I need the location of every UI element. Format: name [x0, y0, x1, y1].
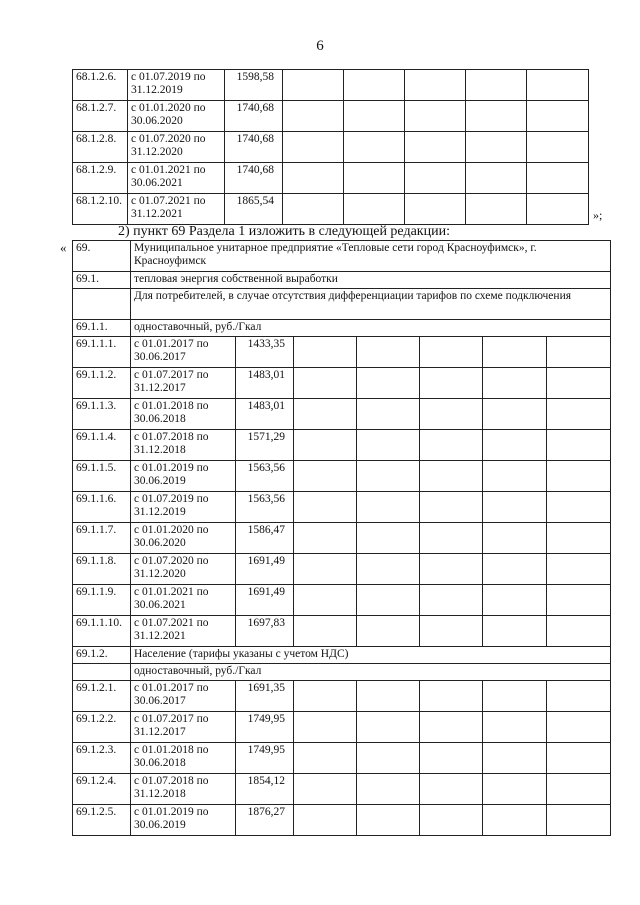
- period-cell: с 01.01.2020 по 30.06.2020: [131, 523, 236, 554]
- empty-cell: [547, 585, 611, 616]
- empty-cell: [294, 461, 357, 492]
- row-number: 69.1.2.: [73, 647, 131, 664]
- tariff-row: [73, 523, 611, 554]
- empty-cell: [483, 616, 547, 647]
- closing-quote-mark: »;: [593, 208, 603, 222]
- empty-cell: [357, 585, 420, 616]
- tariff-row: [73, 430, 611, 461]
- empty-cell: [357, 523, 420, 554]
- tariff-row: [73, 492, 611, 523]
- period-cell: с 01.01.2021 по 30.06.2021: [128, 163, 225, 194]
- empty-cell: [483, 430, 547, 461]
- period-cell: с 01.07.2018 по 31.12.2018: [131, 774, 236, 805]
- empty-cell: [420, 523, 483, 554]
- period-cell: с 01.01.2017 по 30.06.2017: [131, 681, 236, 712]
- tariff-row: [73, 743, 611, 774]
- tariff-row: [73, 616, 611, 647]
- empty-cell: [547, 554, 611, 585]
- empty-cell: [483, 461, 547, 492]
- empty-cell: [466, 163, 527, 194]
- empty-cell: [547, 523, 611, 554]
- row-number: 69.1.2.5.: [73, 805, 131, 836]
- tariff-table-68: [72, 69, 589, 225]
- subsection-row: [73, 320, 611, 337]
- tariff-value: 1691,49: [236, 554, 294, 585]
- empty-cell: [357, 492, 420, 523]
- empty-cell: [547, 616, 611, 647]
- page-number: 6: [316, 38, 324, 54]
- tariff-value: 1697,83: [236, 616, 294, 647]
- empty-cell: [294, 743, 357, 774]
- tariff-value: 1691,35: [236, 681, 294, 712]
- empty-cell: [357, 430, 420, 461]
- tariff-row: [73, 399, 611, 430]
- row-number: 69.1.1.10.: [73, 616, 131, 647]
- row-number: 69.1.1.8.: [73, 554, 131, 585]
- tariff-value: 1433,35: [236, 337, 294, 368]
- period-cell: с 01.07.2017 по 31.12.2017: [131, 712, 236, 743]
- tariff-value: 1749,95: [236, 712, 294, 743]
- empty-cell: [547, 368, 611, 399]
- row-number: 68.1.2.9.: [73, 163, 128, 194]
- empty-cell: [483, 523, 547, 554]
- empty-cell: [344, 194, 405, 225]
- empty-cell: [294, 430, 357, 461]
- empty-cell: [420, 681, 483, 712]
- empty-cell: [73, 664, 131, 681]
- empty-cell: [420, 368, 483, 399]
- empty-cell: [344, 163, 405, 194]
- row-number: 69.1.2.2.: [73, 712, 131, 743]
- row-number: 68.1.2.8.: [73, 132, 128, 163]
- tariff-value: 1571,29: [236, 430, 294, 461]
- tariff-value: 1586,47: [236, 523, 294, 554]
- row-number: 69.1.2.4.: [73, 774, 131, 805]
- empty-cell: [357, 616, 420, 647]
- tariff-row: [73, 101, 589, 132]
- tariff-row: [73, 585, 611, 616]
- empty-cell: [357, 337, 420, 368]
- tariff-value: 1691,49: [236, 585, 294, 616]
- row-number: 68.1.2.7.: [73, 101, 128, 132]
- row-number: 69.1.1.1.: [73, 337, 131, 368]
- tariff-row: [73, 70, 589, 101]
- period-cell: с 01.07.2019 по 31.12.2019: [128, 70, 225, 101]
- row-number: 68.1.2.10.: [73, 194, 128, 225]
- tariff-value: 1563,56: [236, 492, 294, 523]
- empty-cell: [405, 163, 466, 194]
- empty-cell: [420, 399, 483, 430]
- empty-cell: [294, 681, 357, 712]
- subsection-unit-row: [73, 664, 611, 681]
- tariff-row: [73, 132, 589, 163]
- period-cell: с 01.07.2018 по 31.12.2018: [131, 430, 236, 461]
- tariff-row: [73, 461, 611, 492]
- empty-cell: [420, 743, 483, 774]
- tariff-row: [73, 554, 611, 585]
- row-number: 69.1.1.6.: [73, 492, 131, 523]
- period-cell: с 01.07.2017 по 31.12.2017: [131, 368, 236, 399]
- period-cell: с 01.01.2018 по 30.06.2018: [131, 743, 236, 774]
- empty-cell: [420, 337, 483, 368]
- row-number: 69.1.1.: [73, 320, 131, 337]
- empty-cell: [420, 554, 483, 585]
- tariff-row: [73, 368, 611, 399]
- empty-cell: [357, 399, 420, 430]
- tariff-row: [73, 194, 589, 225]
- empty-cell: [405, 70, 466, 101]
- empty-cell: [547, 399, 611, 430]
- org-row: [73, 241, 611, 272]
- empty-cell: [527, 70, 589, 101]
- opening-quote-mark: «: [60, 240, 67, 255]
- tariff-value: 1563,56: [236, 461, 294, 492]
- empty-cell: [547, 492, 611, 523]
- empty-cell: [420, 805, 483, 836]
- empty-cell: [294, 585, 357, 616]
- empty-cell: [294, 337, 357, 368]
- empty-cell: [405, 132, 466, 163]
- period-cell: с 01.07.2021 по 31.12.2021: [131, 616, 236, 647]
- tariff-value: 1598,58: [225, 70, 283, 101]
- empty-cell: [420, 774, 483, 805]
- empty-cell: [357, 681, 420, 712]
- empty-cell: [527, 194, 589, 225]
- empty-cell: [344, 101, 405, 132]
- empty-cell: [547, 461, 611, 492]
- empty-cell: [283, 101, 344, 132]
- empty-cell: [294, 554, 357, 585]
- amendment-instruction: 2) пункт 69 Раздела 1 изложить в следующей редакции:: [118, 224, 450, 239]
- period-cell: с 01.01.2019 по 30.06.2019: [131, 805, 236, 836]
- period-cell: с 01.07.2020 по 31.12.2020: [128, 132, 225, 163]
- empty-cell: [466, 70, 527, 101]
- period-cell: с 01.01.2017 по 30.06.2017: [131, 337, 236, 368]
- empty-cell: [294, 492, 357, 523]
- empty-cell: [420, 585, 483, 616]
- row-number: 69.1.1.3.: [73, 399, 131, 430]
- empty-cell: [357, 774, 420, 805]
- tariff-value: 1749,95: [236, 743, 294, 774]
- section-title: тепловая энергия собственной выработки: [131, 272, 611, 289]
- tariff-value: 1865,54: [225, 194, 283, 225]
- empty-cell: [466, 101, 527, 132]
- tariff-row: [73, 681, 611, 712]
- empty-cell: [283, 194, 344, 225]
- empty-cell: [405, 101, 466, 132]
- empty-cell: [294, 399, 357, 430]
- empty-cell: [547, 681, 611, 712]
- empty-cell: [344, 132, 405, 163]
- empty-cell: [420, 461, 483, 492]
- tariff-value: 1740,68: [225, 132, 283, 163]
- empty-cell: [547, 805, 611, 836]
- empty-cell: [547, 337, 611, 368]
- row-number: 69.: [73, 241, 131, 272]
- empty-cell: [547, 430, 611, 461]
- empty-cell: [483, 554, 547, 585]
- section-row: [73, 272, 611, 289]
- period-cell: с 01.07.2020 по 31.12.2020: [131, 554, 236, 585]
- note-row: [73, 289, 611, 320]
- period-cell: с 01.01.2018 по 30.06.2018: [131, 399, 236, 430]
- empty-cell: [483, 712, 547, 743]
- row-number: 69.1.: [73, 272, 131, 289]
- empty-cell: [483, 492, 547, 523]
- subsection-title: одноставочный, руб./Гкал: [131, 320, 611, 337]
- empty-cell: [283, 163, 344, 194]
- empty-cell: [483, 368, 547, 399]
- empty-cell: [483, 805, 547, 836]
- row-number: 69.1.2.3.: [73, 743, 131, 774]
- empty-cell: [483, 743, 547, 774]
- empty-cell: [466, 194, 527, 225]
- empty-cell: [420, 430, 483, 461]
- row-number: 69.1.2.1.: [73, 681, 131, 712]
- period-cell: с 01.01.2020 по 30.06.2020: [128, 101, 225, 132]
- period-cell: с 01.01.2019 по 30.06.2019: [131, 461, 236, 492]
- tariff-row: [73, 163, 589, 194]
- empty-cell: [527, 101, 589, 132]
- empty-cell: [483, 585, 547, 616]
- empty-cell: [344, 70, 405, 101]
- empty-cell: [357, 554, 420, 585]
- empty-cell: [547, 774, 611, 805]
- empty-cell: [547, 743, 611, 774]
- empty-cell: [357, 368, 420, 399]
- empty-cell: [547, 712, 611, 743]
- empty-cell: [283, 132, 344, 163]
- empty-cell: [483, 399, 547, 430]
- empty-cell: [294, 712, 357, 743]
- empty-cell: [466, 132, 527, 163]
- subsection-title: Население (тарифы указаны с учетом НДС): [131, 647, 611, 664]
- section-note: Для потребителей, в случае отсутствия дифференциации тарифов по схеме подключения: [131, 289, 611, 320]
- empty-cell: [294, 523, 357, 554]
- tariff-value: 1740,68: [225, 163, 283, 194]
- empty-cell: [527, 132, 589, 163]
- tariff-value: 1876,27: [236, 805, 294, 836]
- tariff-table-69: [72, 240, 611, 836]
- empty-cell: [527, 163, 589, 194]
- row-number: 68.1.2.6.: [73, 70, 128, 101]
- subsection-row: [73, 647, 611, 664]
- empty-cell: [405, 194, 466, 225]
- empty-cell: [420, 492, 483, 523]
- row-number: 69.1.1.5.: [73, 461, 131, 492]
- empty-cell: [294, 368, 357, 399]
- empty-cell: [294, 805, 357, 836]
- empty-cell: [483, 774, 547, 805]
- tariff-row: [73, 712, 611, 743]
- tariff-row: [73, 337, 611, 368]
- tariff-value: 1740,68: [225, 101, 283, 132]
- tariff-row: [73, 774, 611, 805]
- empty-cell: [483, 337, 547, 368]
- org-name: Муниципальное унитарное предприятие «Тепловые сети город Красноуфимск», г. Красноуфимск: [131, 241, 611, 272]
- empty-cell: [483, 681, 547, 712]
- period-cell: с 01.07.2019 по 31.12.2019: [131, 492, 236, 523]
- empty-cell: [420, 616, 483, 647]
- empty-cell: [73, 289, 131, 320]
- empty-cell: [294, 774, 357, 805]
- empty-cell: [357, 805, 420, 836]
- empty-cell: [357, 712, 420, 743]
- tariff-row: [73, 805, 611, 836]
- empty-cell: [283, 70, 344, 101]
- row-number: 69.1.1.9.: [73, 585, 131, 616]
- row-number: 69.1.1.2.: [73, 368, 131, 399]
- tariff-value: 1854,12: [236, 774, 294, 805]
- row-number: 69.1.1.7.: [73, 523, 131, 554]
- tariff-value: 1483,01: [236, 399, 294, 430]
- period-cell: с 01.01.2021 по 30.06.2021: [131, 585, 236, 616]
- empty-cell: [357, 461, 420, 492]
- empty-cell: [420, 712, 483, 743]
- tariff-value: 1483,01: [236, 368, 294, 399]
- period-cell: с 01.07.2021 по 31.12.2021: [128, 194, 225, 225]
- row-number: 69.1.1.4.: [73, 430, 131, 461]
- subsection-subtitle: одноставочный, руб./Гкал: [131, 664, 611, 681]
- empty-cell: [294, 616, 357, 647]
- empty-cell: [357, 743, 420, 774]
